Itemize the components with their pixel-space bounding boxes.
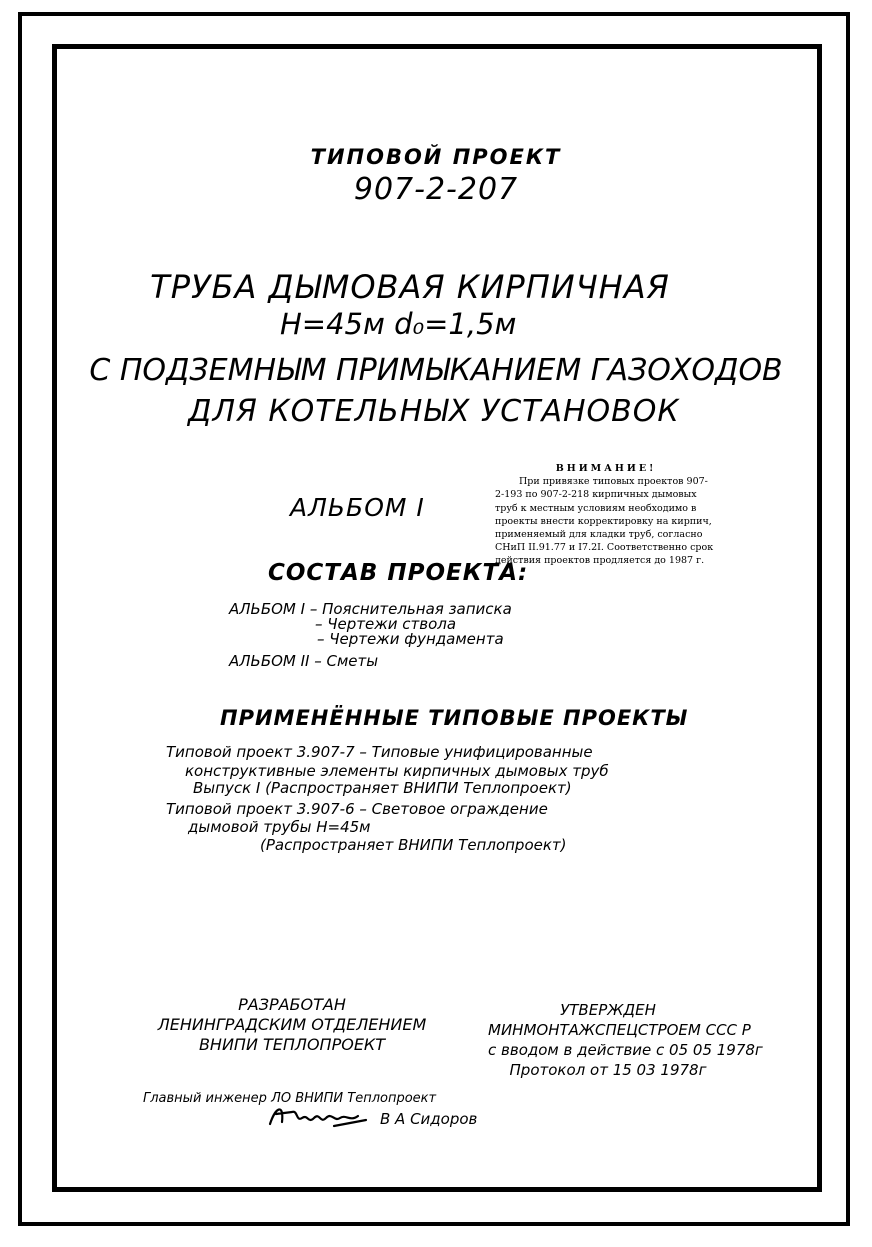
title-line-3: С ПОДЗЕМНЫМ ПРИМЫКАНИЕМ ГАЗОХОДОВ (89, 353, 783, 388)
applied-project-line: дымовой трубы Н=45м (188, 818, 371, 836)
developed-by-block (142, 995, 442, 1055)
approved-by-block (488, 1000, 763, 1080)
composition-item: – Чертежи фундамента (317, 630, 504, 648)
approved-line-4: Протокол от 15 03 1978г (509, 1061, 707, 1079)
notice-text: При привязке типовых проектов 907-2-193 по 907-2-218 кирпичных дымовых труб к местным условиям необходимо в проекты внести корректировку на кирпич, применяемый для кладки труб, согласно СНиП II.91.77 и I7.2I. Соответственно срок действия проектов продляется до 1987 г. (495, 476, 714, 567)
applied-project-line: Типовой проект 3.907-7 – Типовые унифицированные (166, 743, 593, 761)
chief-engineer-title: Главный инженер ЛО ВНИПИ Теплопроект (143, 1091, 437, 1106)
title-line-2: Н=45м d₀=1,5м (280, 307, 517, 341)
applied-project-line: (Распространяет ВНИПИ Теплопроект) (260, 836, 567, 854)
signature-mark (262, 1100, 382, 1132)
developed-line-3: ВНИПИ ТЕПЛОПРОЕКТ (198, 1035, 386, 1054)
composition-item: – Чертежи ствола (315, 615, 457, 633)
applied-project-line: Типовой проект 3.907-6 – Световое ограждение (166, 800, 548, 818)
project-number: 907-2-207 (353, 172, 519, 207)
developed-line-2: ЛЕНИНГРАДСКИМ ОТДЕЛЕНИЕМ (157, 1015, 427, 1034)
approved-line-2: МИНМОНТАЖСПЕЦСТРОЕМ ССС Р (488, 1021, 751, 1039)
developed-line-1: РАЗРАБОТАН (238, 995, 346, 1014)
title-line-1: ТРУБА ДЫМОВАЯ КИРПИЧНАЯ (150, 268, 670, 306)
composition-title: СОСТАВ ПРОЕКТА: (268, 560, 529, 586)
approved-line-3: с вводом в действие с 05 05 1978г (488, 1041, 763, 1059)
signer-name: В А Сидоров (380, 1110, 478, 1128)
approved-line-1: УТВЕРЖДЕН (560, 1001, 656, 1019)
composition-item: АЛЬБОМ I – Пояснительная записка (229, 600, 512, 618)
notice-heading: ВНИМАНИЕ! (555, 463, 657, 474)
album-label: АЛЬБОМ I (290, 493, 425, 522)
notice-box (495, 462, 717, 568)
applied-project-line: Выпуск I (Распространяет ВНИПИ Теплопроект) (193, 779, 572, 797)
applied-project-line: конструктивные элементы кирпичных дымовых труб (185, 762, 609, 780)
applied-projects-title: ПРИМЕНЁННЫЕ ТИПОВЫЕ ПРОЕКТЫ (220, 706, 689, 730)
title-line-4: ДЛЯ КОТЕЛЬНЫХ УСТАНОВОК (188, 394, 680, 429)
composition-item: АЛЬБОМ II – Сметы (229, 652, 379, 670)
type-label: ТИПОВОЙ ПРОЕКТ (310, 145, 562, 169)
